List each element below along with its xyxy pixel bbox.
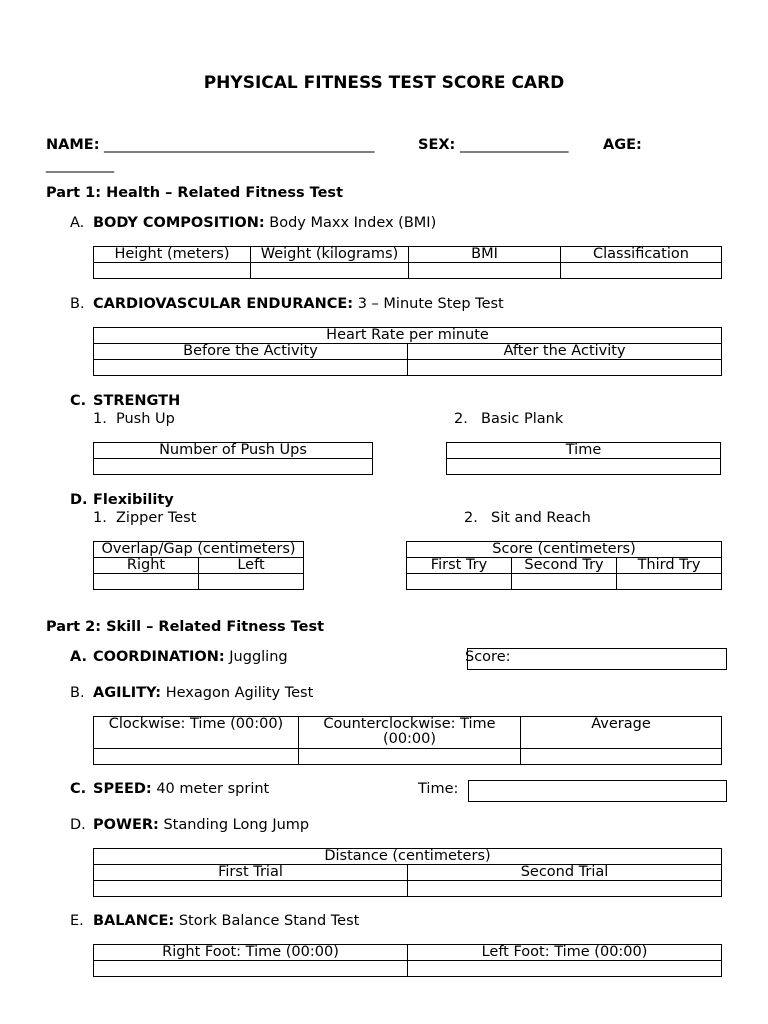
bmi-cell-height[interactable] bbox=[94, 263, 251, 279]
bmi-col-bmi: BMI bbox=[409, 247, 561, 263]
sit-reach-table bbox=[406, 541, 722, 590]
agility-table bbox=[93, 716, 722, 765]
sit-reach-cell-first[interactable] bbox=[407, 574, 512, 590]
bmi-col-height: Height (meters) bbox=[94, 247, 251, 263]
name-field[interactable]: ________________________________________ bbox=[104, 137, 374, 153]
part2-c-letter: C. bbox=[70, 781, 87, 797]
plank-header: Time bbox=[447, 443, 721, 459]
part2-a-letter: A. bbox=[70, 649, 87, 665]
balance-test: Stork Balance Stand Test bbox=[178, 913, 360, 929]
balance-col-left: Left Foot: Time (00:00) bbox=[408, 945, 722, 961]
part2-heading: Part 2: Skill – Related Fitness Test bbox=[46, 619, 325, 635]
bmi-col-classification: Classification bbox=[561, 247, 722, 263]
part1-a-letter: A. bbox=[70, 215, 85, 231]
flexibility-test2-num: 2. bbox=[464, 510, 478, 526]
sit-reach-cell-third[interactable] bbox=[617, 574, 722, 590]
sit-reach-col-first: First Try bbox=[407, 558, 512, 574]
strength-test2: Basic Plank bbox=[481, 411, 564, 427]
speed-time-label: Time: bbox=[418, 781, 459, 797]
agility-label: AGILITY: bbox=[93, 685, 162, 701]
plank-table bbox=[446, 442, 721, 475]
part1-a-title bbox=[93, 215, 436, 231]
part2-b-letter: B. bbox=[70, 685, 85, 701]
heart-rate-cell-before[interactable] bbox=[94, 360, 408, 376]
balance-label: BALANCE: bbox=[93, 913, 175, 929]
name-label: NAME: bbox=[46, 137, 100, 153]
strength-test1: Push Up bbox=[116, 411, 175, 427]
sit-reach-col-second: Second Try bbox=[512, 558, 617, 574]
cardio-label: CARDIOVASCULAR ENDURANCE: bbox=[93, 296, 354, 312]
power-col-first: First Trial bbox=[94, 865, 408, 881]
sex-field[interactable]: ________________ bbox=[460, 137, 568, 153]
plank-cell[interactable] bbox=[447, 459, 721, 475]
speed-label: SPEED: bbox=[93, 781, 152, 797]
agility-cell-clockwise[interactable] bbox=[94, 749, 299, 765]
part2-a-title bbox=[93, 649, 288, 665]
sit-reach-col-third: Third Try bbox=[617, 558, 722, 574]
agility-col-counterclockwise: Counterclockwise: Time (00:00) bbox=[299, 717, 521, 749]
bmi-cell-bmi[interactable] bbox=[409, 263, 561, 279]
part2-e-title bbox=[93, 913, 359, 929]
flexibility-label: Flexibility bbox=[93, 492, 174, 508]
zipper-col-left: Left bbox=[199, 558, 304, 574]
coordination-score-label: Score: bbox=[465, 649, 511, 665]
strength-test2-num: 2. bbox=[454, 411, 468, 427]
agility-cell-average[interactable] bbox=[521, 749, 722, 765]
part2-b-title bbox=[93, 685, 313, 701]
flexibility-test1: Zipper Test bbox=[116, 510, 197, 526]
bmi-table bbox=[93, 246, 722, 279]
balance-col-right: Right Foot: Time (00:00) bbox=[94, 945, 408, 961]
strength-test1-num: 1. bbox=[93, 411, 107, 427]
age-label: AGE: bbox=[603, 137, 642, 153]
sit-reach-cell-second[interactable] bbox=[512, 574, 617, 590]
age-field[interactable]: __________ bbox=[46, 157, 114, 173]
power-header: Distance (centimeters) bbox=[94, 849, 722, 865]
zipper-table bbox=[93, 541, 304, 590]
part2-d-title bbox=[93, 817, 309, 833]
coordination-label: COORDINATION: bbox=[93, 649, 225, 665]
page-title: PHYSICAL FITNESS TEST SCORE CARD bbox=[203, 73, 565, 93]
part2-c-title bbox=[93, 781, 269, 797]
push-up-header: Number of Push Ups bbox=[94, 443, 373, 459]
bmi-col-weight: Weight (kilograms) bbox=[251, 247, 409, 263]
flexibility-test1-num: 1. bbox=[93, 510, 107, 526]
heart-rate-header: Heart Rate per minute bbox=[94, 328, 722, 344]
heart-rate-table bbox=[93, 327, 722, 376]
agility-cell-counterclockwise[interactable] bbox=[299, 749, 521, 765]
balance-cell-left[interactable] bbox=[408, 961, 722, 977]
flexibility-test2: Sit and Reach bbox=[491, 510, 591, 526]
zipper-cell-right[interactable] bbox=[94, 574, 199, 590]
heart-rate-col-before: Before the Activity bbox=[94, 344, 408, 360]
agility-test: Hexagon Agility Test bbox=[165, 685, 314, 701]
speed-time-box[interactable] bbox=[468, 780, 727, 802]
push-up-table bbox=[93, 442, 373, 475]
balance-cell-right[interactable] bbox=[94, 961, 408, 977]
bmi-cell-weight[interactable] bbox=[251, 263, 409, 279]
part2-e-letter: E. bbox=[70, 913, 84, 929]
power-col-second: Second Trial bbox=[408, 865, 722, 881]
sex-label: SEX: bbox=[418, 137, 456, 153]
power-cell-first[interactable] bbox=[94, 881, 408, 897]
sit-reach-header: Score (centimeters) bbox=[407, 542, 722, 558]
zipper-cell-left[interactable] bbox=[199, 574, 304, 590]
push-up-cell[interactable] bbox=[94, 459, 373, 475]
zipper-col-right: Right bbox=[94, 558, 199, 574]
part1-c-letter: C. bbox=[70, 393, 87, 409]
part1-b-letter: B. bbox=[70, 296, 85, 312]
power-test: Standing Long Jump bbox=[163, 817, 310, 833]
agility-col-clockwise: Clockwise: Time (00:00) bbox=[94, 717, 299, 749]
part1-heading: Part 1: Health – Related Fitness Test bbox=[46, 185, 343, 201]
part1-d-letter: D. bbox=[70, 492, 88, 508]
bmi-cell-classification[interactable] bbox=[561, 263, 722, 279]
strength-label: STRENGTH bbox=[93, 393, 181, 409]
balance-table bbox=[93, 944, 722, 977]
zipper-header: Overlap/Gap (centimeters) bbox=[94, 542, 304, 558]
heart-rate-cell-after[interactable] bbox=[408, 360, 722, 376]
agility-col-average: Average bbox=[521, 717, 722, 749]
power-table bbox=[93, 848, 722, 897]
body-composition-label: BODY COMPOSITION: bbox=[93, 215, 265, 231]
power-label: POWER: bbox=[93, 817, 159, 833]
power-cell-second[interactable] bbox=[408, 881, 722, 897]
body-composition-test: Body Maxx Index (BMI) bbox=[269, 215, 437, 231]
part2-d-letter: D. bbox=[70, 817, 86, 833]
heart-rate-col-after: After the Activity bbox=[408, 344, 722, 360]
speed-test: 40 meter sprint bbox=[156, 781, 270, 797]
part1-b-title bbox=[93, 296, 504, 312]
cardio-test: 3 – Minute Step Test bbox=[357, 296, 504, 312]
coordination-test: Juggling bbox=[229, 649, 288, 665]
